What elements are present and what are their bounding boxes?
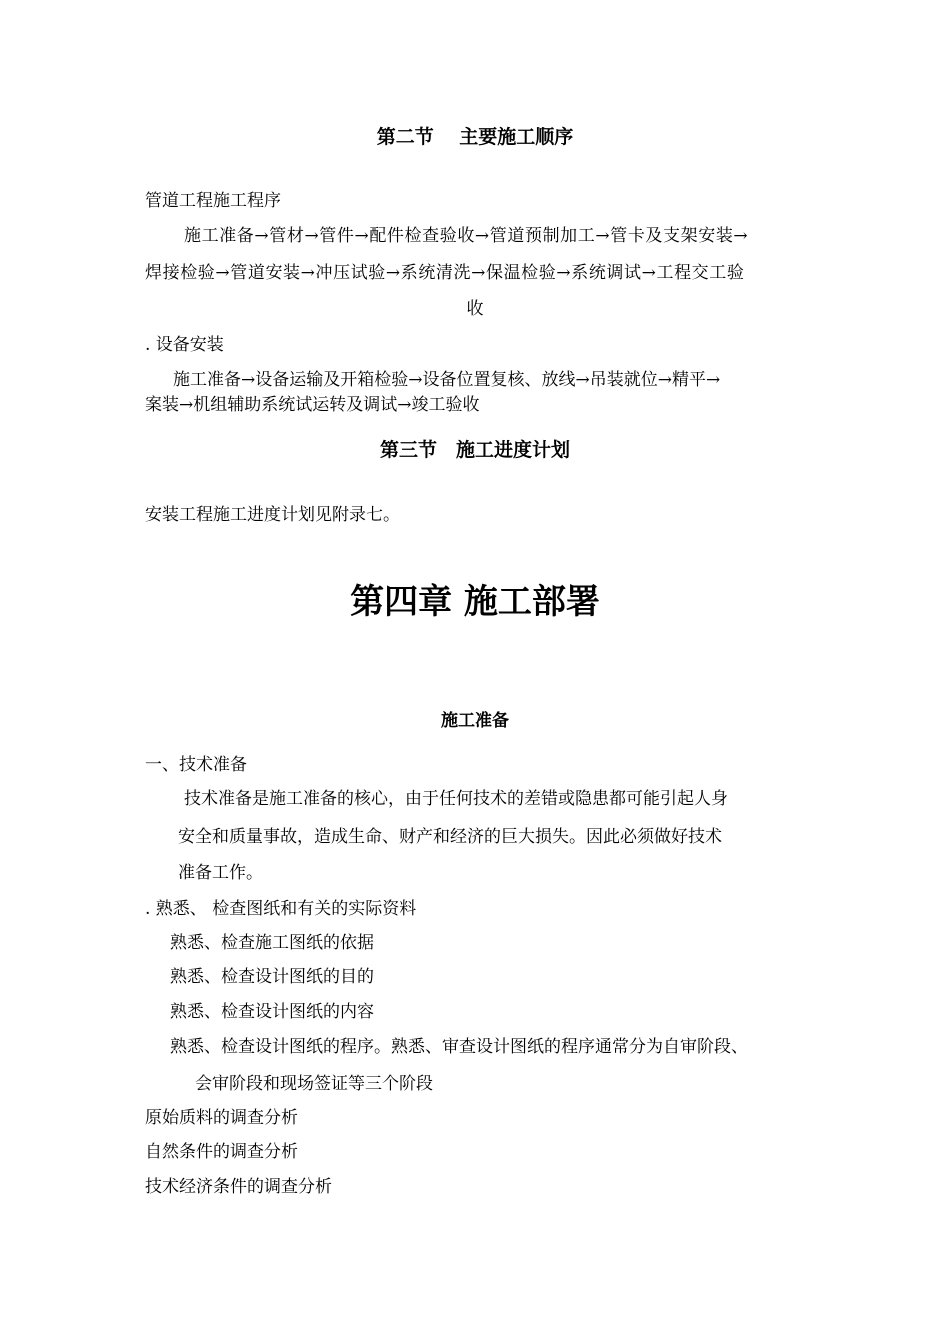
section-2-title: 第二节 主要施工顺序 (376, 126, 574, 148)
pipe-flow-line-1: 施工准备→管材→管件→配件检查验收→管道预制加工→管卡及支架安装→ (184, 226, 749, 246)
schedule-text: 安装工程施工进度计划见附录七。 (145, 505, 400, 525)
pipe-program-heading: 管道工程施工程序 (145, 191, 281, 211)
check-item-1: 熟悉、检查施工图纸的依据 (170, 933, 374, 953)
pipe-flow-line-3: 收 (466, 299, 484, 319)
tech-para-line-2: 安全和质量事故，造成生命、财产和经济的巨大损失。因此必须做好技术 (178, 827, 722, 847)
check-item-3: 熟悉、检查设计图纸的内容 (170, 1002, 374, 1022)
analysis-item-3: 技术经济条件的调查分析 (145, 1177, 332, 1197)
chapter-4-title: 第四章 施工部署 (350, 582, 600, 622)
analysis-item-2: 自然条件的调查分析 (145, 1142, 298, 1162)
check-item-4-continued: 会审阶段和现场签证等三个阶段 (195, 1074, 433, 1094)
equipment-flow-line-1: 施工准备→设备运输及开箱检验→设备位置复核、放线→吊装就位→精平→ (173, 370, 721, 390)
equipment-flow-line-2: 案装→机组辅助系统试运转及调试→竣工验收 (145, 395, 480, 415)
tech-para-line-1: 技术准备是施工准备的核心，由于任何技术的差错或隐患都可能引起人身 (184, 789, 728, 809)
construction-prep-subtitle: 施工准备 (441, 711, 509, 731)
analysis-item-1: 原始质料的调查分析 (145, 1108, 298, 1128)
check-drawings-heading: . 熟悉、 检查图纸和有关的实际资料 (145, 899, 417, 919)
tech-para-line-3: 准备工作。 (178, 863, 263, 883)
pipe-flow-line-2: 焊接检验→管道安装→冲压试验→系统清洗→保温检验→系统调试→工程交工验 (145, 263, 745, 283)
check-item-4: 熟悉、检查设计图纸的程序。熟悉、审查设计图纸的程序通常分为自审阶段、 (170, 1037, 748, 1057)
tech-prep-heading: 一、技术准备 (145, 755, 247, 775)
check-item-2: 熟悉、检查设计图纸的目的 (170, 967, 374, 987)
equipment-install-heading: . 设备安装 (145, 335, 224, 355)
section-3-title: 第三节 施工进度计划 (379, 439, 570, 461)
